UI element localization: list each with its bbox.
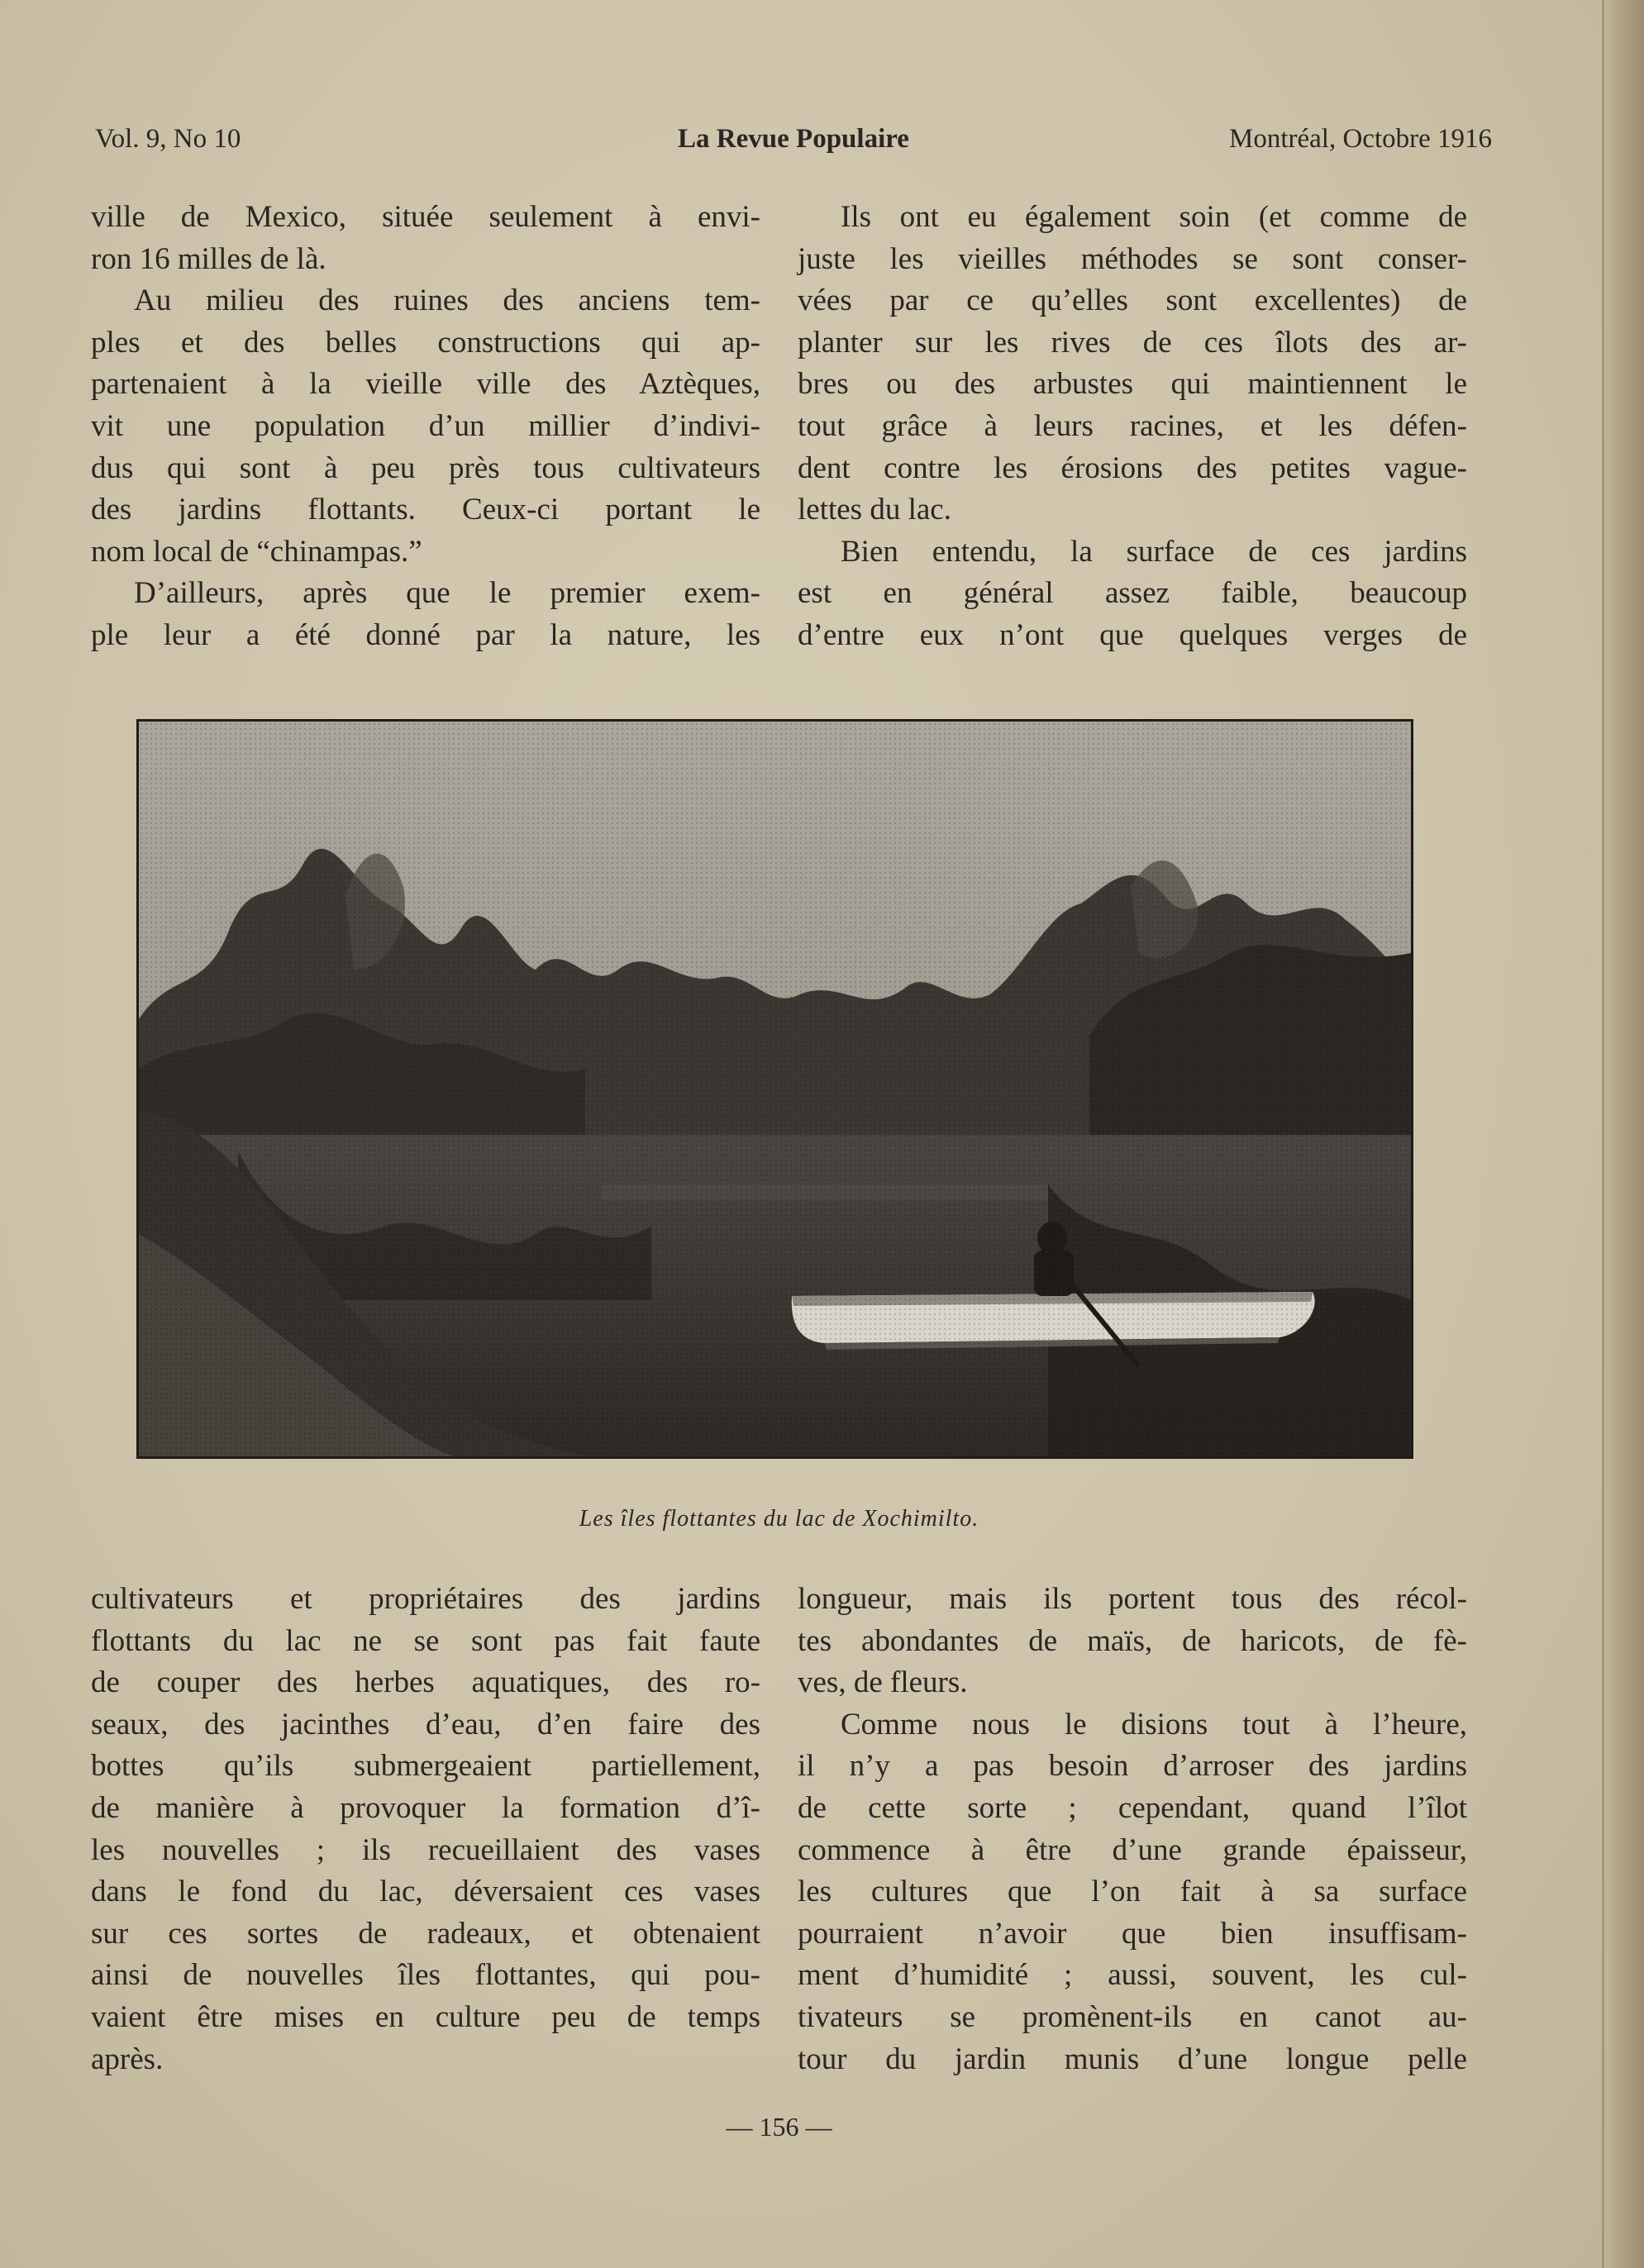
text-line: Au milieu des ruines des anciens tem- <box>134 284 760 318</box>
header-title: La Revue Populaire <box>678 124 909 154</box>
text-line: des jardins flottants. Ceux-ci portant le <box>91 493 760 527</box>
column-bottom-right <box>798 1579 1467 2080</box>
text-line: cultivateurs et propriétaires des jardins <box>91 1582 760 1616</box>
text-line: Ils ont eu également soin (et comme de <box>841 200 1467 234</box>
text-line: longueur, mais ils portent tous des récol- <box>798 1582 1467 1616</box>
photo-caption: Les îles flottantes du lac de Xochimilto. <box>579 1506 979 1532</box>
text-line: de manière à provoquer la formation d’î- <box>91 1790 760 1825</box>
text-line: de couper des herbes aquatiques, des ro- <box>91 1665 760 1700</box>
text-line: Comme nous le disions tout à l’heure, <box>841 1707 1467 1742</box>
text-line: les nouvelles ; ils recueillaient des vases <box>91 1832 760 1867</box>
column-bottom-left <box>91 1579 760 2080</box>
text-line: pourraient n’avoir que bien insuffisam- <box>798 1916 1467 1951</box>
text-line: bottes qu’ils submergeaient partiellement, <box>91 1749 760 1784</box>
text-line: il n’y a pas besoin d’arroser des jardins <box>798 1749 1467 1784</box>
text-line: ron 16 milles de là. <box>91 241 326 276</box>
text-line: dent contre les érosions des petites vague- <box>798 450 1467 485</box>
running-header <box>95 124 1492 165</box>
text-line: juste les vieilles méthodes se sont conser- <box>798 241 1467 276</box>
text-line: ples et des belles constructions qui ap- <box>91 325 760 360</box>
text-line: ves, de fleurs. <box>798 1665 968 1700</box>
text-line: bres ou des arbustes qui maintiennent le <box>798 367 1467 402</box>
text-line: commence à être d’une grande épaisseur, <box>798 1832 1467 1867</box>
header-volume: Vol. 9, No 10 <box>95 124 241 154</box>
text-line: nom local de “chinampas.” <box>91 534 422 569</box>
text-line: ainsi de nouvelles îles flottantes, qui pou- <box>91 1958 760 1993</box>
text-line: les cultures que l’on fait à sa surface <box>798 1875 1467 1909</box>
text-line: ment d’humidité ; aussi, souvent, les cul- <box>798 1958 1467 1993</box>
text-line: d’entre eux n’ont que quelques verges de <box>798 617 1467 652</box>
text-line: lettes du lac. <box>798 493 951 527</box>
text-line: tes abondantes de maïs, de haricots, de fè- <box>798 1623 1467 1658</box>
text-line: ville de Mexico, située seulement à envi- <box>91 200 760 234</box>
page-number: — 156 — <box>726 2112 832 2142</box>
text-line: planter sur les rives de ces îlots des ar- <box>798 325 1467 360</box>
header-date: Montréal, Octobre 1916 <box>1229 124 1492 154</box>
text-line: est en général assez faible, beaucoup <box>798 576 1467 611</box>
text-line: vit une population d’un millier d’indivi- <box>91 408 760 443</box>
text-line: seaux, des jacinthes d’eau, d’en faire des <box>91 1707 760 1742</box>
text-line: D’ailleurs, après que le premier exem- <box>134 576 760 611</box>
page-edge-shadow <box>1602 0 1604 2268</box>
text-line: tout grâce à leurs racines, et les défen- <box>798 408 1467 443</box>
lake-photograph <box>136 719 1413 1459</box>
text-line: tour du jardin munis d’une longue pelle <box>798 2042 1467 2076</box>
text-line: vaient être mises en culture peu de temps <box>91 1999 760 2034</box>
halftone-photo <box>139 722 1411 1456</box>
text-line: dans le fond du lac, déversaient ces vases <box>91 1875 760 1909</box>
text-line: flottants du lac ne se sont pas fait faute <box>91 1623 760 1658</box>
text-line: partenaient à la vieille ville des Aztèques, <box>91 367 760 402</box>
text-line: vées par ce qu’elles sont excellentes) de <box>798 284 1467 318</box>
text-line: après. <box>91 2042 164 2076</box>
column-top-right <box>798 197 1467 657</box>
page-edge <box>1604 0 1644 2268</box>
text-line: tivateurs se promènent-ils en canot au- <box>798 1999 1467 2034</box>
text-line: sur ces sortes de radeaux, et obtenaient <box>91 1916 760 1951</box>
text-line: de cette sorte ; cependant, quand l’îlot <box>798 1790 1467 1825</box>
column-top-left <box>91 197 760 657</box>
text-line: Bien entendu, la surface de ces jardins <box>841 534 1467 569</box>
text-line: dus qui sont à peu près tous cultivateurs <box>91 450 760 485</box>
text-line: ple leur a été donné par la nature, les <box>91 617 760 652</box>
